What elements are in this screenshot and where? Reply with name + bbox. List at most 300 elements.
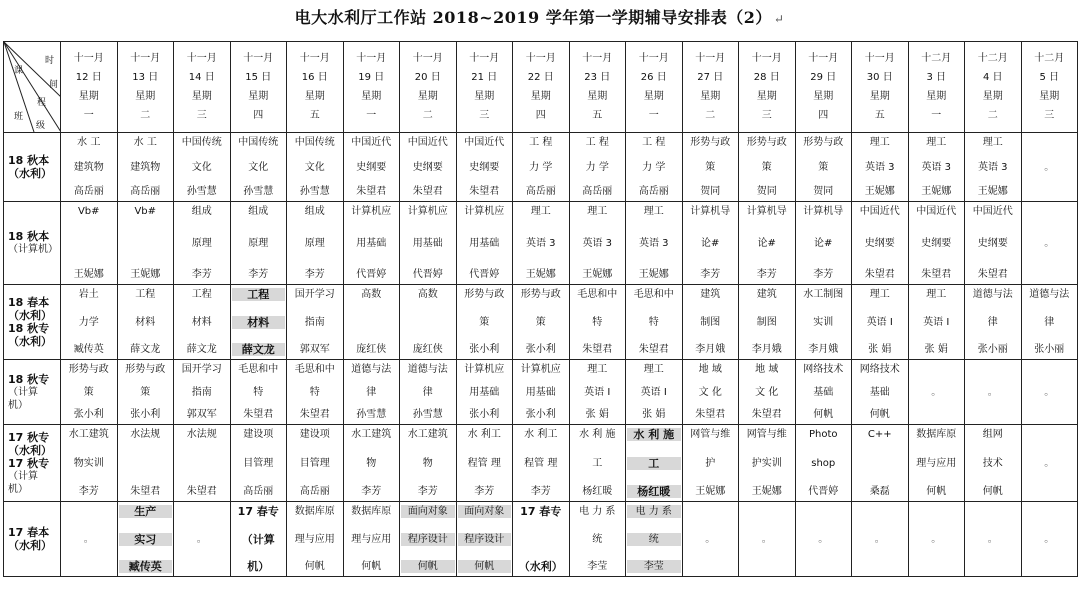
course-cell-content: [626, 502, 682, 576]
course-cell: [117, 202, 174, 285]
teacher-name: 朱望君: [356, 186, 387, 197]
course-cell: [400, 502, 457, 577]
teacher-name: 张 娟: [924, 344, 948, 355]
course-cell: [117, 285, 174, 360]
course-cell-content: [796, 285, 852, 359]
course-cell-content: [739, 285, 795, 359]
course-cell: [513, 425, 570, 502]
course-cell: [456, 285, 513, 360]
course-name-line: 中国传统: [181, 137, 222, 148]
course-cell-content: [174, 285, 230, 359]
course-name-line: 护: [705, 457, 716, 469]
course-name-line: 理工: [587, 364, 608, 375]
course-name-line: 力 学: [529, 161, 553, 173]
course-name-line: 毛思和中: [294, 364, 335, 375]
course-cell: [1021, 425, 1078, 502]
course-name-line: 策: [479, 316, 490, 328]
date-header-m: 十一月: [299, 53, 330, 64]
date-header-w2: 五: [592, 110, 603, 121]
date-header-w2: 三: [196, 110, 207, 121]
date-header-m: 十一月: [751, 53, 782, 64]
course-cell: [626, 285, 683, 360]
course-cell-content: [61, 502, 117, 576]
course-name-line: 水工建筑: [68, 429, 109, 440]
course-name-line: 用基础: [469, 386, 500, 398]
course-name-line: 英语 3: [864, 161, 895, 173]
course-name-line: 统: [627, 533, 681, 546]
course-cell: [456, 133, 513, 202]
date-header-w2: 三: [1044, 110, 1055, 121]
course-name-line: 计算机应: [351, 206, 392, 217]
course-cell: [400, 202, 457, 285]
course-name-line: 论#: [814, 237, 833, 249]
course-cell: [230, 133, 287, 202]
course-cell-content: [231, 502, 287, 576]
course-cell: [1021, 202, 1078, 285]
course-cell: [795, 133, 852, 202]
class-label-line: 17 秋专: [8, 430, 50, 444]
date-header-w1: 星期: [1039, 91, 1060, 102]
teacher-name: 何帆: [982, 486, 1003, 497]
course-cell: [682, 502, 739, 577]
date-header-d: 4 日: [982, 72, 1003, 83]
course-name-line: 理工: [869, 289, 890, 300]
class-label-line: （水利）: [8, 309, 52, 322]
course-cell-content: [796, 502, 852, 576]
course-cell-content: [344, 360, 400, 424]
teacher-name: 高岳丽: [243, 486, 274, 497]
course-name-line: 英语 3: [582, 237, 613, 249]
teacher-name: 张小利: [469, 409, 500, 420]
date-header-m: 十一月: [808, 53, 839, 64]
course-name-line: 。: [1044, 533, 1055, 545]
course-cell-content: [796, 360, 852, 424]
teacher-name: 李莹: [627, 560, 681, 573]
date-header-d: 16 日: [301, 72, 328, 83]
course-cell-content: [626, 360, 682, 424]
course-cell: [287, 360, 344, 425]
course-cell: [61, 285, 118, 360]
course-cell: [117, 133, 174, 202]
course-cell-content: [739, 425, 795, 501]
course-cell-content: [852, 502, 908, 576]
course-cell: [230, 425, 287, 502]
teacher-name: 杨红暖: [582, 486, 613, 497]
teacher-name: 李芳: [248, 269, 269, 280]
course-name-line: 道德与法: [407, 364, 448, 375]
course-name-line: 理与应用: [916, 457, 957, 469]
class-label-line: 17 春本: [8, 526, 50, 539]
course-name-line: 工 程: [529, 137, 553, 148]
course-cell: [343, 360, 400, 425]
course-cell: [61, 202, 118, 285]
teacher-name: 桑磊: [869, 486, 890, 497]
course-name-line: 论#: [701, 237, 720, 249]
date-header-6: [343, 42, 400, 133]
course-cell-content: [400, 360, 456, 424]
course-cell-content: [570, 502, 626, 576]
course-cell: [626, 133, 683, 202]
course-name-line: 生产: [119, 505, 173, 518]
course-name-line: 实训: [813, 316, 834, 328]
date-header-w1: 星期: [135, 91, 156, 102]
course-cell-content: [570, 202, 626, 284]
teacher-name: 代晋婷: [412, 269, 443, 280]
course-cell-content: [513, 502, 569, 576]
course-cell: [739, 360, 796, 425]
course-cell: [852, 360, 909, 425]
course-cell: [626, 425, 683, 502]
course-name-line: 目管理: [299, 457, 330, 469]
course-cell-content: [400, 133, 456, 201]
class-label-cell: [4, 202, 61, 285]
course-name-line: 史纲要: [356, 161, 387, 173]
course-name-line: 地 域: [698, 364, 722, 375]
course-name-line: 策: [535, 316, 546, 328]
teacher-name: 王妮娜: [695, 486, 726, 497]
course-cell-content: [965, 425, 1021, 501]
course-name-line: 护实训: [751, 457, 782, 469]
course-name-line: 力学: [78, 316, 99, 328]
teacher-name: 张 娟: [642, 409, 666, 420]
course-cell-content: [626, 202, 682, 284]
course-name-line: 文 化: [698, 386, 722, 398]
class-label-line: （水利）: [8, 539, 52, 552]
course-cell-content: [909, 285, 965, 359]
title-text: 电大水利厅工作站 2018~2019 学年第一学期辅导安排表（2）: [294, 8, 772, 27]
course-cell: [852, 133, 909, 202]
course-cell-content: [852, 425, 908, 501]
course-cell-content: [231, 425, 287, 501]
schedule-table: [3, 41, 1078, 577]
teacher-name: 朱望君: [921, 269, 952, 280]
course-name-line: 计算机应: [464, 364, 505, 375]
date-header-2: [117, 42, 174, 133]
course-name-line: 形势与政: [690, 137, 731, 148]
date-header-d: 28 日: [753, 72, 780, 83]
teacher-name: 何帆: [813, 409, 834, 420]
teacher-name: 高岳丽: [525, 186, 556, 197]
course-name-line: 中国近代: [916, 206, 957, 217]
teacher-name: 张小利: [469, 344, 500, 355]
teacher-name: 薛文龙: [130, 344, 161, 355]
teacher-name: 朱望君: [469, 186, 500, 197]
course-name-line: 形势与政: [803, 137, 844, 148]
course-cell-content: [61, 133, 117, 201]
course-cell: [343, 285, 400, 360]
date-header-w1: 星期: [756, 91, 777, 102]
course-name-line: 组成: [191, 206, 212, 217]
date-header-m: 十一月: [412, 53, 443, 64]
course-name-line: 物: [366, 457, 377, 469]
corner-label-jian: 间: [49, 80, 59, 90]
course-cell-content: [61, 360, 117, 424]
class-label-line: （水利）: [8, 335, 52, 348]
date-header-w1: 星期: [191, 91, 212, 102]
course-cell: [1021, 133, 1078, 202]
date-header-14: [795, 42, 852, 133]
course-name-line: 电 力 系: [627, 505, 681, 518]
course-cell: [852, 502, 909, 577]
date-header-w2: 二: [140, 110, 151, 121]
course-cell: [795, 360, 852, 425]
class-label-line: 18 秋本: [8, 154, 50, 167]
class-label-line: 17 秋专: [8, 456, 50, 470]
course-name-line: 统: [592, 533, 603, 545]
course-cell-content: [683, 202, 739, 284]
class-label-line: 18 秋专: [8, 372, 50, 386]
date-header-11: [626, 42, 683, 133]
course-cell: [400, 425, 457, 502]
page-title: [0, 4, 1079, 32]
course-cell-content: [739, 133, 795, 201]
course-cell-content: [174, 360, 230, 424]
teacher-name: 李芳: [474, 486, 495, 497]
course-name-line: 特: [592, 316, 603, 328]
teacher-name: 薛文龙: [232, 343, 286, 356]
course-name-line: 水 利 施: [627, 428, 681, 441]
course-cell: [117, 425, 174, 502]
course-cell-content: [118, 133, 174, 201]
course-name-line: 工程: [191, 289, 212, 300]
course-name-line: 毛思和中: [633, 289, 674, 300]
course-name-line: Vb#: [77, 206, 100, 217]
course-name-line: 目管理: [243, 457, 274, 469]
date-header-w2: 二: [705, 110, 716, 121]
teacher-name: 何帆: [401, 560, 455, 573]
teacher-name: 李芳: [813, 269, 834, 280]
teacher-name: 机）: [247, 560, 270, 573]
course-cell-content: [174, 133, 230, 201]
course-name-line: 物实训: [73, 457, 104, 469]
course-cell: [230, 502, 287, 577]
course-name-line: 道德与法: [1029, 289, 1070, 300]
teacher-name: 李芳: [78, 486, 99, 497]
course-name-line: 建设项: [299, 429, 330, 440]
course-name-line: 英语 I: [584, 386, 611, 398]
course-cell: [795, 285, 852, 360]
course-name-line: 文化: [191, 161, 212, 173]
course-cell: [513, 502, 570, 577]
course-cell-content: [852, 133, 908, 201]
course-cell: [513, 133, 570, 202]
course-name-line: 中国近代: [351, 137, 392, 148]
teacher-name: 王妮娜: [73, 269, 104, 280]
teacher-name: 张小利: [73, 409, 104, 420]
course-cell: [174, 202, 231, 285]
course-name-line: 水法规: [130, 429, 161, 440]
course-name-line: 水工制图: [803, 289, 844, 300]
course-name-line: 英语 3: [638, 237, 669, 249]
course-name-line: 工 程: [642, 137, 666, 148]
course-name-line: 程管 理: [467, 457, 501, 469]
course-name-line: 。: [874, 533, 885, 545]
teacher-name: 薛文龙: [186, 344, 217, 355]
course-name-line: 。: [1044, 386, 1055, 398]
course-name-line: 建筑: [700, 289, 721, 300]
teacher-name: 朱望君: [864, 269, 895, 280]
teacher-name: 王妮娜: [582, 269, 613, 280]
date-header-d: 30 日: [866, 72, 893, 83]
course-name-line: 计算机导: [746, 206, 787, 217]
course-cell: [965, 360, 1022, 425]
schedule-row: [4, 502, 1078, 577]
course-name-line: 英语 I: [640, 386, 667, 398]
teacher-name: 何帆: [304, 561, 325, 572]
course-cell: [965, 285, 1022, 360]
course-name-line: 程序设计: [458, 533, 512, 546]
course-cell: [1021, 285, 1078, 360]
date-header-m: 十一月: [243, 53, 274, 64]
course-cell-content: [231, 133, 287, 201]
course-cell-content: [683, 285, 739, 359]
course-name-line: Photo: [808, 429, 838, 440]
course-cell-content: [344, 202, 400, 284]
course-cell: [908, 202, 965, 285]
date-header-1: [61, 42, 118, 133]
teacher-name: 何帆: [869, 409, 890, 420]
date-header-18: [1021, 42, 1078, 133]
course-cell: [739, 502, 796, 577]
class-label-cell: [4, 285, 61, 360]
class-label-line: 机）: [8, 399, 28, 411]
date-header-4: [230, 42, 287, 133]
course-cell-content: [61, 285, 117, 359]
date-header-m: 十一月: [525, 53, 556, 64]
course-cell-content: [909, 202, 965, 284]
course-cell-content: [796, 202, 852, 284]
course-name-line: 水工建筑: [407, 429, 448, 440]
course-cell-content: [626, 425, 682, 501]
course-name-line: 用基础: [469, 237, 500, 249]
course-cell-content: [1022, 133, 1078, 201]
date-header-d: 22 日: [527, 72, 554, 83]
course-name-line: 制图: [700, 316, 721, 328]
teacher-name: 庞红侠: [356, 344, 387, 355]
course-cell-content: [852, 360, 908, 424]
course-name-line: 律: [1044, 316, 1055, 328]
course-name-line: 组网: [982, 429, 1003, 440]
teacher-name: 臧传英: [119, 560, 173, 573]
header-row: [4, 42, 1078, 133]
course-cell: [739, 202, 796, 285]
course-cell-content: [344, 425, 400, 501]
course-cell: [852, 202, 909, 285]
course-cell-content: [457, 502, 513, 576]
course-name-line: 理工: [643, 206, 664, 217]
teacher-name: 何帆: [361, 561, 382, 572]
course-name-line: 律: [987, 316, 998, 328]
teacher-name: 李月娥: [808, 344, 839, 355]
course-cell-content: [909, 502, 965, 576]
teacher-name: 高岳丽: [73, 186, 104, 197]
course-cell-content: [1022, 202, 1078, 284]
course-name-line: 律: [366, 386, 377, 398]
course-cell-content: [570, 425, 626, 501]
course-cell: [852, 285, 909, 360]
course-name-line: 原理: [248, 237, 269, 249]
course-cell-content: [457, 202, 513, 284]
course-cell: [739, 285, 796, 360]
date-header-m: 十一月: [73, 53, 104, 64]
date-header-w1: 星期: [474, 91, 495, 102]
teacher-name: 王妮娜: [921, 186, 952, 197]
date-header-d: 27 日: [697, 72, 724, 83]
date-header-w1: 星期: [643, 91, 664, 102]
course-name-line: 理工: [869, 137, 890, 148]
course-name-line: 水工建筑: [351, 429, 392, 440]
course-cell: [626, 360, 683, 425]
course-cell: [61, 360, 118, 425]
course-name-line: 面向对象: [401, 505, 455, 518]
date-header-13: [739, 42, 796, 133]
course-name-line: 律: [422, 386, 433, 398]
course-cell: [965, 133, 1022, 202]
date-header-w1: 星期: [248, 91, 269, 102]
course-cell: [569, 425, 626, 502]
course-cell-content: [852, 202, 908, 284]
course-cell-content: [231, 360, 287, 424]
date-header-d: 20 日: [414, 72, 441, 83]
course-name-line: 基础: [869, 386, 890, 398]
date-header-w1: 星期: [417, 91, 438, 102]
date-header-w1: 星期: [926, 91, 947, 102]
date-header-m: 十一月: [638, 53, 669, 64]
course-cell: [61, 502, 118, 577]
course-cell: [569, 202, 626, 285]
teacher-name: 郭双军: [186, 409, 217, 420]
corner-label-ji: 级: [36, 121, 46, 131]
course-name-line: 建筑物: [130, 161, 161, 173]
course-name-line: 地 域: [755, 364, 779, 375]
course-name-line: 17 春专: [237, 505, 279, 518]
teacher-name: 郭双军: [299, 344, 330, 355]
course-name-line: 策: [83, 386, 94, 398]
course-name-line: 策: [140, 386, 151, 398]
date-header-w1: 星期: [587, 91, 608, 102]
course-name-line: 网管与维: [690, 429, 731, 440]
teacher-name: 贺同: [756, 186, 777, 197]
date-header-3: [174, 42, 231, 133]
course-name-line: 建筑: [756, 289, 777, 300]
course-cell-content: [118, 202, 174, 284]
course-cell-content: [344, 133, 400, 201]
course-name-line: 。: [931, 386, 942, 398]
course-cell-content: [909, 360, 965, 424]
course-cell: [908, 133, 965, 202]
course-cell: [287, 202, 344, 285]
course-cell-content: [513, 202, 569, 284]
course-cell-content: [344, 502, 400, 576]
course-name-line: 理工: [982, 137, 1003, 148]
date-header-d: 3 日: [926, 72, 947, 83]
course-name-line: 特: [253, 386, 264, 398]
course-name-line: 。: [83, 533, 94, 545]
date-header-16: [908, 42, 965, 133]
course-name-line: 岩土: [78, 289, 99, 300]
course-name-line: 工: [627, 457, 681, 470]
course-cell-content: [400, 202, 456, 284]
course-name-line: 水 利工: [467, 429, 501, 440]
teacher-name: （水利）: [518, 560, 563, 573]
course-name-line: 面向对象: [458, 505, 512, 518]
teacher-name: 李莹: [587, 561, 608, 572]
course-name-line: 力 学: [585, 161, 609, 173]
course-cell: [569, 285, 626, 360]
course-name-line: 。: [705, 533, 716, 545]
course-cell: [456, 202, 513, 285]
course-name-line: Vb#: [134, 206, 157, 217]
